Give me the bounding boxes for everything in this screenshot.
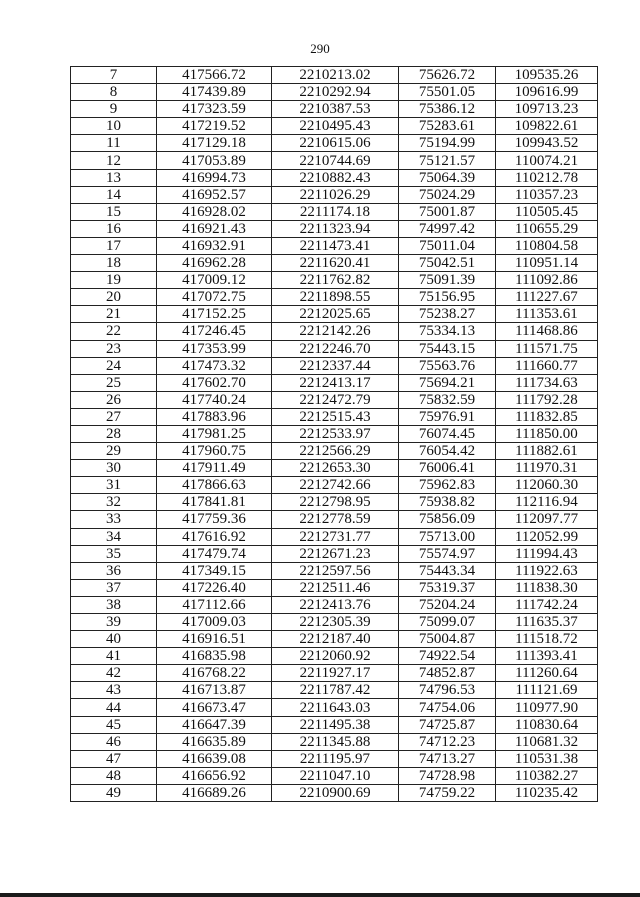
y-coordinate-cell: 2211643.03 (272, 699, 399, 716)
local-x-cell: 75283.61 (399, 118, 496, 135)
table-row (71, 562, 598, 579)
local-y-cell: 111353.61 (496, 306, 598, 323)
table-row (71, 374, 598, 391)
x-coordinate-cell: 417981.25 (157, 425, 272, 442)
coordinate-table-body (71, 67, 598, 802)
local-x-cell: 75443.15 (399, 340, 496, 357)
table-row (71, 733, 598, 750)
local-x-cell: 75713.00 (399, 528, 496, 545)
local-y-cell: 110505.45 (496, 203, 598, 220)
point-number-cell: 47 (71, 750, 157, 767)
x-coordinate-cell: 417439.89 (157, 84, 272, 101)
y-coordinate-cell: 2211473.41 (272, 237, 399, 254)
local-x-cell: 74712.23 (399, 733, 496, 750)
page-number: 290 (310, 41, 330, 56)
table-row (71, 220, 598, 237)
table-row (71, 699, 598, 716)
point-number-cell: 49 (71, 784, 157, 801)
local-x-cell: 75042.51 (399, 255, 496, 272)
table-row (71, 152, 598, 169)
local-x-cell: 75064.39 (399, 169, 496, 186)
x-coordinate-cell: 417473.32 (157, 357, 272, 374)
local-y-cell: 111571.75 (496, 340, 598, 357)
table-row (71, 101, 598, 118)
y-coordinate-cell: 2211323.94 (272, 220, 399, 237)
local-y-cell: 110951.14 (496, 255, 598, 272)
point-number-cell: 28 (71, 425, 157, 442)
table-row (71, 494, 598, 511)
table-row (71, 203, 598, 220)
x-coordinate-cell: 416768.22 (157, 665, 272, 682)
point-number-cell: 21 (71, 306, 157, 323)
x-coordinate-cell: 416962.28 (157, 255, 272, 272)
local-x-cell: 75024.29 (399, 186, 496, 203)
table-row (71, 596, 598, 613)
local-x-cell: 75334.13 (399, 323, 496, 340)
x-coordinate-cell: 417129.18 (157, 135, 272, 152)
point-number-cell: 42 (71, 665, 157, 682)
x-coordinate-cell: 416952.57 (157, 186, 272, 203)
x-coordinate-cell: 417152.25 (157, 306, 272, 323)
y-coordinate-cell: 2212472.79 (272, 391, 399, 408)
point-number-cell: 35 (71, 545, 157, 562)
x-coordinate-cell: 417911.49 (157, 460, 272, 477)
y-coordinate-cell: 2210882.43 (272, 169, 399, 186)
local-y-cell: 109535.26 (496, 67, 598, 84)
table-row (71, 716, 598, 733)
local-x-cell: 75501.05 (399, 84, 496, 101)
y-coordinate-cell: 2212060.92 (272, 648, 399, 665)
table-row (71, 306, 598, 323)
local-x-cell: 74713.27 (399, 750, 496, 767)
table-row (71, 614, 598, 631)
local-x-cell: 74922.54 (399, 648, 496, 665)
point-number-cell: 45 (71, 716, 157, 733)
coordinate-table (70, 66, 598, 802)
table-row (71, 477, 598, 494)
local-y-cell: 111792.28 (496, 391, 598, 408)
x-coordinate-cell: 417883.96 (157, 408, 272, 425)
x-coordinate-cell: 416921.43 (157, 220, 272, 237)
table-row (71, 460, 598, 477)
point-number-cell: 26 (71, 391, 157, 408)
y-coordinate-cell: 2212533.97 (272, 425, 399, 442)
x-coordinate-cell: 416835.98 (157, 648, 272, 665)
local-y-cell: 112097.77 (496, 511, 598, 528)
point-number-cell: 9 (71, 101, 157, 118)
point-number-cell: 39 (71, 614, 157, 631)
local-y-cell: 111635.37 (496, 614, 598, 631)
y-coordinate-cell: 2212731.77 (272, 528, 399, 545)
x-coordinate-cell: 416916.51 (157, 631, 272, 648)
point-number-cell: 20 (71, 289, 157, 306)
point-number-cell: 40 (71, 631, 157, 648)
y-coordinate-cell: 2212653.30 (272, 460, 399, 477)
table-row (71, 84, 598, 101)
local-y-cell: 112116.94 (496, 494, 598, 511)
local-y-cell: 111882.61 (496, 443, 598, 460)
point-number-cell: 48 (71, 767, 157, 784)
y-coordinate-cell: 2211927.17 (272, 665, 399, 682)
local-x-cell: 75626.72 (399, 67, 496, 84)
local-y-cell: 110074.21 (496, 152, 598, 169)
y-coordinate-cell: 2211898.55 (272, 289, 399, 306)
local-y-cell: 111734.63 (496, 374, 598, 391)
x-coordinate-cell: 417759.36 (157, 511, 272, 528)
y-coordinate-cell: 2212337.44 (272, 357, 399, 374)
x-coordinate-cell: 416647.39 (157, 716, 272, 733)
local-x-cell: 75443.34 (399, 562, 496, 579)
x-coordinate-cell: 417219.52 (157, 118, 272, 135)
table-row (71, 545, 598, 562)
table-row (71, 272, 598, 289)
y-coordinate-cell: 2210495.43 (272, 118, 399, 135)
local-y-cell: 111518.72 (496, 631, 598, 648)
local-x-cell: 75563.76 (399, 357, 496, 374)
local-x-cell: 75386.12 (399, 101, 496, 118)
x-coordinate-cell: 417053.89 (157, 152, 272, 169)
y-coordinate-cell: 2212025.65 (272, 306, 399, 323)
point-number-cell: 11 (71, 135, 157, 152)
local-x-cell: 76074.45 (399, 425, 496, 442)
local-x-cell: 74852.87 (399, 665, 496, 682)
local-x-cell: 75091.39 (399, 272, 496, 289)
point-number-cell: 27 (71, 408, 157, 425)
local-y-cell: 111994.43 (496, 545, 598, 562)
x-coordinate-cell: 417616.92 (157, 528, 272, 545)
y-coordinate-cell: 2212246.70 (272, 340, 399, 357)
x-coordinate-cell: 416932.91 (157, 237, 272, 254)
y-coordinate-cell: 2212511.46 (272, 579, 399, 596)
table-row (71, 67, 598, 84)
point-number-cell: 44 (71, 699, 157, 716)
point-number-cell: 17 (71, 237, 157, 254)
local-y-cell: 109943.52 (496, 135, 598, 152)
local-x-cell: 75574.97 (399, 545, 496, 562)
y-coordinate-cell: 2212515.43 (272, 408, 399, 425)
local-y-cell: 110655.29 (496, 220, 598, 237)
y-coordinate-cell: 2211047.10 (272, 767, 399, 784)
local-x-cell: 75194.99 (399, 135, 496, 152)
x-coordinate-cell: 417841.81 (157, 494, 272, 511)
local-y-cell: 109713.23 (496, 101, 598, 118)
local-x-cell: 75011.04 (399, 237, 496, 254)
y-coordinate-cell: 2210744.69 (272, 152, 399, 169)
point-number-cell: 12 (71, 152, 157, 169)
y-coordinate-cell: 2211620.41 (272, 255, 399, 272)
local-y-cell: 111838.30 (496, 579, 598, 596)
local-x-cell: 75856.09 (399, 511, 496, 528)
x-coordinate-cell: 417226.40 (157, 579, 272, 596)
x-coordinate-cell: 417072.75 (157, 289, 272, 306)
point-number-cell: 41 (71, 648, 157, 665)
point-number-cell: 14 (71, 186, 157, 203)
x-coordinate-cell: 416994.73 (157, 169, 272, 186)
table-row (71, 255, 598, 272)
local-x-cell: 75962.83 (399, 477, 496, 494)
x-coordinate-cell: 417602.70 (157, 374, 272, 391)
local-x-cell: 76054.42 (399, 443, 496, 460)
local-x-cell: 75238.27 (399, 306, 496, 323)
point-number-cell: 10 (71, 118, 157, 135)
local-y-cell: 110212.78 (496, 169, 598, 186)
local-x-cell: 75694.21 (399, 374, 496, 391)
local-y-cell: 109822.61 (496, 118, 598, 135)
point-number-cell: 34 (71, 528, 157, 545)
local-y-cell: 110830.64 (496, 716, 598, 733)
local-y-cell: 111742.24 (496, 596, 598, 613)
local-y-cell: 110382.27 (496, 767, 598, 784)
point-number-cell: 30 (71, 460, 157, 477)
x-coordinate-cell: 417323.59 (157, 101, 272, 118)
local-y-cell: 110681.32 (496, 733, 598, 750)
local-x-cell: 74728.98 (399, 767, 496, 784)
local-x-cell: 75319.37 (399, 579, 496, 596)
table-row (71, 408, 598, 425)
table-row (71, 631, 598, 648)
y-coordinate-cell: 2212566.29 (272, 443, 399, 460)
table-row (71, 425, 598, 442)
local-x-cell: 75204.24 (399, 596, 496, 613)
table-row (71, 682, 598, 699)
local-y-cell: 111922.63 (496, 562, 598, 579)
y-coordinate-cell: 2211345.88 (272, 733, 399, 750)
table-row (71, 528, 598, 545)
y-coordinate-cell: 2212671.23 (272, 545, 399, 562)
y-coordinate-cell: 2210900.69 (272, 784, 399, 801)
y-coordinate-cell: 2212413.76 (272, 596, 399, 613)
x-coordinate-cell: 417479.74 (157, 545, 272, 562)
table-row (71, 186, 598, 203)
table-row (71, 169, 598, 186)
point-number-cell: 18 (71, 255, 157, 272)
table-row (71, 340, 598, 357)
y-coordinate-cell: 2210387.53 (272, 101, 399, 118)
point-number-cell: 13 (71, 169, 157, 186)
x-coordinate-cell: 417009.12 (157, 272, 272, 289)
table-row (71, 357, 598, 374)
x-coordinate-cell: 417246.45 (157, 323, 272, 340)
x-coordinate-cell: 417349.15 (157, 562, 272, 579)
y-coordinate-cell: 2212742.66 (272, 477, 399, 494)
local-x-cell: 75156.95 (399, 289, 496, 306)
table-row (71, 289, 598, 306)
local-y-cell: 111092.86 (496, 272, 598, 289)
local-x-cell: 75121.57 (399, 152, 496, 169)
table-row (71, 750, 598, 767)
point-number-cell: 22 (71, 323, 157, 340)
y-coordinate-cell: 2211174.18 (272, 203, 399, 220)
point-number-cell: 37 (71, 579, 157, 596)
y-coordinate-cell: 2212142.26 (272, 323, 399, 340)
point-number-cell: 23 (71, 340, 157, 357)
point-number-cell: 16 (71, 220, 157, 237)
x-coordinate-cell: 416928.02 (157, 203, 272, 220)
x-coordinate-cell: 416689.26 (157, 784, 272, 801)
x-coordinate-cell: 416713.87 (157, 682, 272, 699)
point-number-cell: 29 (71, 443, 157, 460)
point-number-cell: 25 (71, 374, 157, 391)
y-coordinate-cell: 2212413.17 (272, 374, 399, 391)
table-row (71, 118, 598, 135)
y-coordinate-cell: 2212778.59 (272, 511, 399, 528)
local-y-cell: 112052.99 (496, 528, 598, 545)
x-coordinate-cell: 417009.03 (157, 614, 272, 631)
local-y-cell: 110977.90 (496, 699, 598, 716)
local-y-cell: 111468.86 (496, 323, 598, 340)
table-row (71, 135, 598, 152)
local-y-cell: 112060.30 (496, 477, 598, 494)
table-row (71, 767, 598, 784)
point-number-cell: 7 (71, 67, 157, 84)
y-coordinate-cell: 2211026.29 (272, 186, 399, 203)
point-number-cell: 33 (71, 511, 157, 528)
x-coordinate-cell: 417866.63 (157, 477, 272, 494)
y-coordinate-cell: 2210292.94 (272, 84, 399, 101)
local-y-cell: 111227.67 (496, 289, 598, 306)
y-coordinate-cell: 2211495.38 (272, 716, 399, 733)
local-y-cell: 111832.85 (496, 408, 598, 425)
y-coordinate-cell: 2211195.97 (272, 750, 399, 767)
table-row (71, 391, 598, 408)
local-y-cell: 110804.58 (496, 237, 598, 254)
local-y-cell: 111660.77 (496, 357, 598, 374)
point-number-cell: 15 (71, 203, 157, 220)
point-number-cell: 8 (71, 84, 157, 101)
scan-edge-rule (0, 893, 640, 897)
point-number-cell: 19 (71, 272, 157, 289)
table-row (71, 323, 598, 340)
x-coordinate-cell: 417353.99 (157, 340, 272, 357)
point-number-cell: 32 (71, 494, 157, 511)
y-coordinate-cell: 2212597.56 (272, 562, 399, 579)
table-row (71, 784, 598, 801)
local-y-cell: 111393.41 (496, 648, 598, 665)
x-coordinate-cell: 417960.75 (157, 443, 272, 460)
table-row (71, 579, 598, 596)
point-number-cell: 31 (71, 477, 157, 494)
local-y-cell: 111121.69 (496, 682, 598, 699)
local-y-cell: 111260.64 (496, 665, 598, 682)
local-x-cell: 74997.42 (399, 220, 496, 237)
x-coordinate-cell: 416673.47 (157, 699, 272, 716)
local-y-cell: 111850.00 (496, 425, 598, 442)
local-y-cell: 109616.99 (496, 84, 598, 101)
table-row (71, 665, 598, 682)
y-coordinate-cell: 2212187.40 (272, 631, 399, 648)
local-x-cell: 74754.06 (399, 699, 496, 716)
local-y-cell: 111970.31 (496, 460, 598, 477)
local-x-cell: 76006.41 (399, 460, 496, 477)
local-x-cell: 75832.59 (399, 391, 496, 408)
local-x-cell: 75976.91 (399, 408, 496, 425)
x-coordinate-cell: 417566.72 (157, 67, 272, 84)
y-coordinate-cell: 2210213.02 (272, 67, 399, 84)
table-row (71, 648, 598, 665)
point-number-cell: 46 (71, 733, 157, 750)
table-row (71, 511, 598, 528)
y-coordinate-cell: 2212305.39 (272, 614, 399, 631)
x-coordinate-cell: 417740.24 (157, 391, 272, 408)
local-x-cell: 74796.53 (399, 682, 496, 699)
local-y-cell: 110357.23 (496, 186, 598, 203)
y-coordinate-cell: 2211762.82 (272, 272, 399, 289)
x-coordinate-cell: 416639.08 (157, 750, 272, 767)
point-number-cell: 43 (71, 682, 157, 699)
local-x-cell: 74759.22 (399, 784, 496, 801)
point-number-cell: 36 (71, 562, 157, 579)
local-x-cell: 75099.07 (399, 614, 496, 631)
point-number-cell: 24 (71, 357, 157, 374)
local-x-cell: 74725.87 (399, 716, 496, 733)
local-x-cell: 75004.87 (399, 631, 496, 648)
y-coordinate-cell: 2212798.95 (272, 494, 399, 511)
x-coordinate-cell: 416656.92 (157, 767, 272, 784)
table-row (71, 443, 598, 460)
x-coordinate-cell: 416635.89 (157, 733, 272, 750)
local-y-cell: 110531.38 (496, 750, 598, 767)
y-coordinate-cell: 2210615.06 (272, 135, 399, 152)
y-coordinate-cell: 2211787.42 (272, 682, 399, 699)
local-y-cell: 110235.42 (496, 784, 598, 801)
x-coordinate-cell: 417112.66 (157, 596, 272, 613)
table-row (71, 237, 598, 254)
point-number-cell: 38 (71, 596, 157, 613)
local-x-cell: 75938.82 (399, 494, 496, 511)
local-x-cell: 75001.87 (399, 203, 496, 220)
